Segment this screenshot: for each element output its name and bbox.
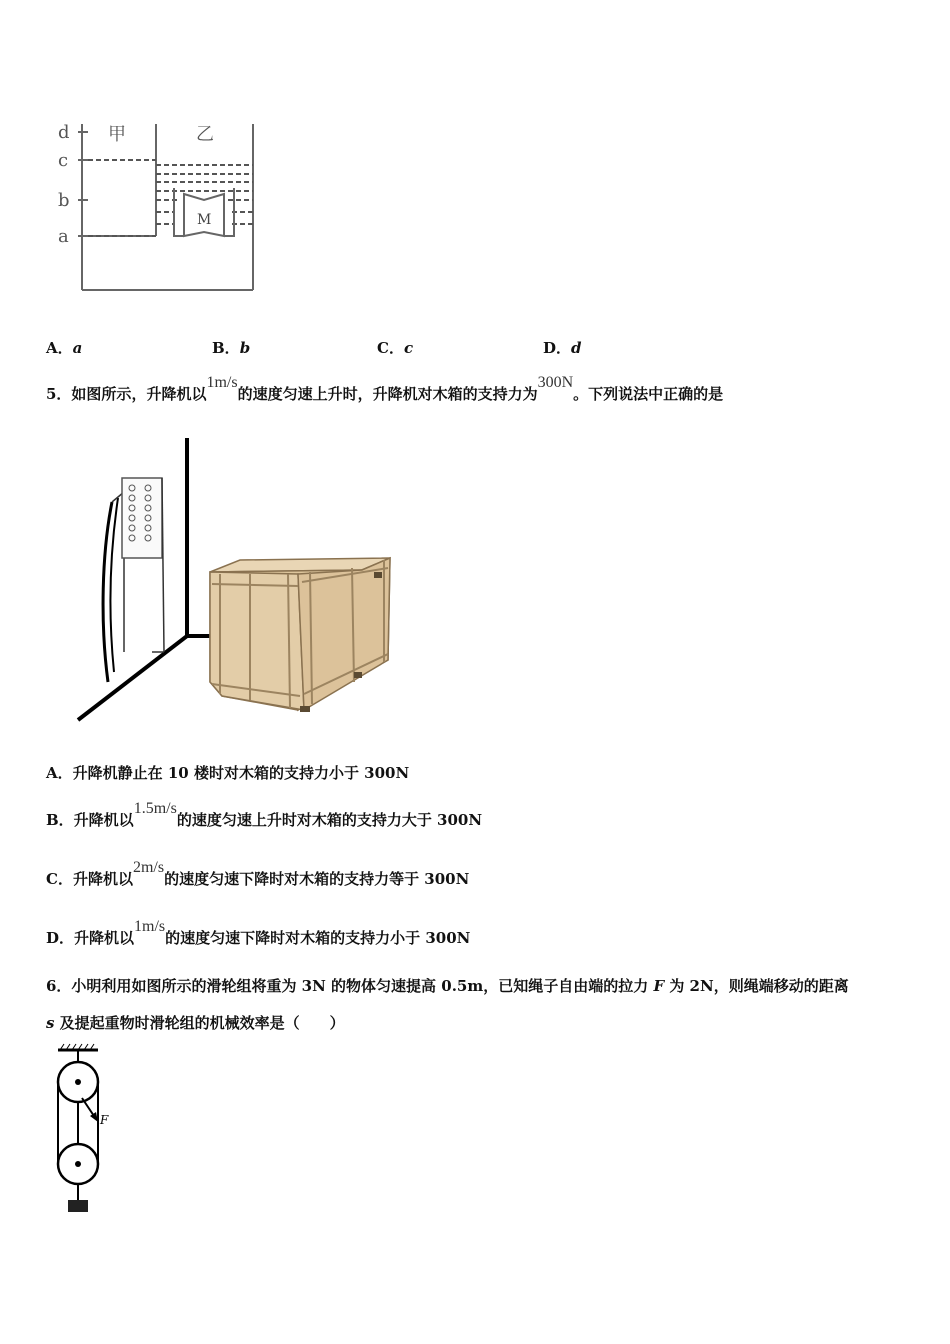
container-label-yi: 乙 [196, 124, 214, 145]
distance-symbol: s [46, 1014, 55, 1032]
q5-elevator-diagram [72, 432, 402, 727]
speed-value: 1m/s [134, 918, 166, 935]
q6-stem-line2 [46, 1012, 345, 1033]
force-symbol: F [653, 977, 665, 995]
q6-stem-line1 [46, 975, 849, 996]
option-key: B． [212, 339, 240, 357]
q4-option-d[interactable] [543, 337, 582, 358]
q4-container-diagram [50, 118, 265, 298]
level-label-c: c [58, 150, 69, 171]
force-value: 300N [537, 374, 574, 391]
speed-value: 2m/s [132, 859, 165, 876]
q4-option-b[interactable] [212, 337, 250, 358]
option-text: C．升降机以 [46, 870, 133, 888]
option-key: A． [46, 339, 73, 357]
level-label-b: b [58, 190, 70, 211]
stem-text: 为 2N，则绳端移动的距离 [664, 977, 849, 995]
container-label-jia: 甲 [108, 124, 126, 145]
option-text: 的速度匀速上升时对木箱的支持力大于 300N [176, 811, 483, 829]
q5-stem [46, 374, 724, 404]
weight-block [68, 1200, 88, 1212]
option-text: 的速度匀速下降时对木箱的支持力小于 300N [165, 929, 471, 947]
q5-option-a[interactable] [46, 762, 409, 783]
q4-option-a[interactable] [46, 337, 82, 358]
speed-value: 1m/s [206, 374, 238, 391]
option-key: D． [543, 339, 572, 357]
elevator-panel [103, 478, 164, 682]
option-text: B．升降机以 [46, 811, 134, 829]
wooden-crate [210, 558, 390, 712]
q5-option-b[interactable] [46, 800, 483, 830]
option-text: A．升降机静止在 10 楼时对木箱的支持力小于 300N [46, 764, 410, 782]
q4-option-c[interactable] [377, 337, 413, 358]
q5-option-c[interactable] [46, 859, 470, 889]
q5-option-d[interactable] [46, 918, 471, 948]
option-value: a [72, 339, 83, 357]
stem-text: 及提起重物时滑轮组的机械效率是（ ） [54, 1014, 345, 1032]
block-label: M [197, 212, 212, 228]
stem-text: 6．小明利用如图所示的滑轮组将重为 3N 的物体匀速提高 0.5m，已知绳子自由端的拉力 [46, 977, 654, 995]
force-label: F [100, 1113, 109, 1127]
stem-text: 5．如图所示，升降机以 [46, 385, 207, 403]
option-value: b [239, 339, 251, 357]
level-label-a: a [58, 226, 69, 247]
floor-line [78, 636, 187, 720]
q6-pulley-diagram [44, 1040, 124, 1220]
option-text: 的速度匀速下降时对木箱的支持力等于 300N [164, 870, 470, 888]
stem-text: 的速度匀速上升时，升降机对木箱的支持力为 [237, 385, 538, 403]
level-label-d: d [58, 122, 70, 143]
option-key: C． [377, 339, 404, 357]
stem-text: 。下列说法中正确的是 [573, 385, 724, 403]
option-value: c [403, 339, 414, 357]
option-text: D．升降机以 [46, 929, 135, 947]
option-value: d [571, 339, 582, 357]
speed-value: 1.5m/s [133, 800, 177, 817]
